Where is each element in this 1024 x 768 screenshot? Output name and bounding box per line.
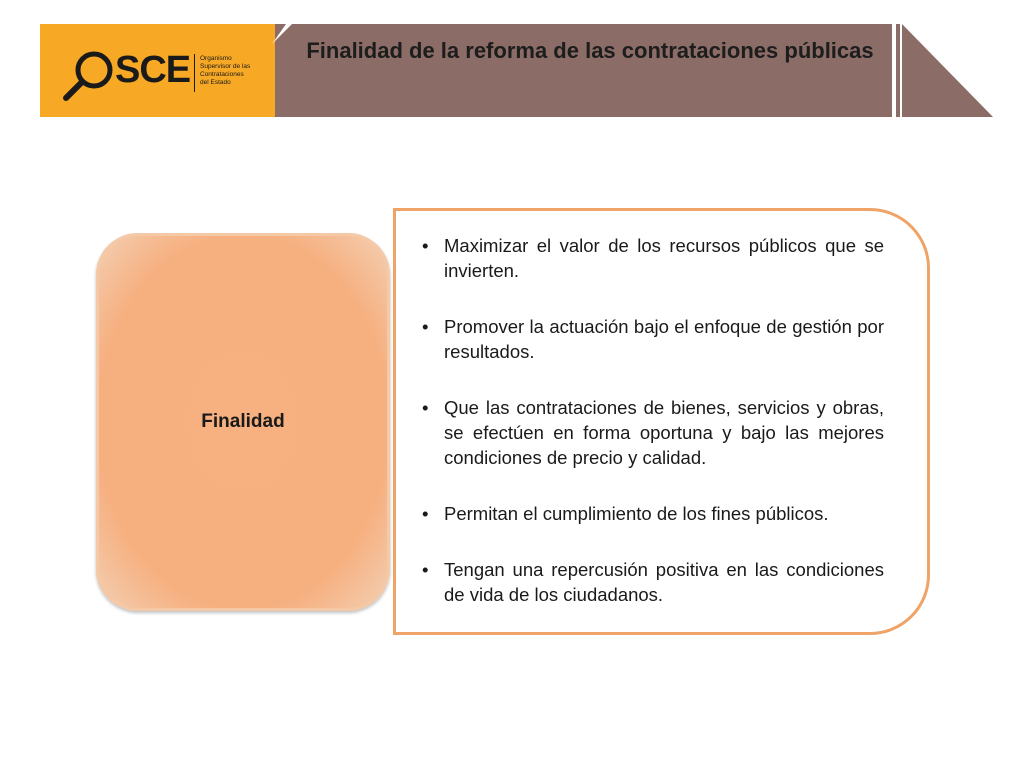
logo-divider [194,54,195,92]
logo-brand-text: SCE [115,49,191,91]
logo-subtitle-line: Supervisor de las [200,63,251,70]
page-title: Finalidad de la reforma de las contrataciones públicas [306,38,874,63]
bullet-panel [393,208,930,635]
bullet-item: • Permitan el cumplimiento de los fines públicos. [422,501,884,526]
finalidad-box [96,233,390,611]
title-bar-notch [272,24,292,44]
logo-subtitle-line: Contrataciones [200,71,244,78]
finalidad-label: Finalidad [201,411,285,432]
logo-subtitle [200,55,270,87]
bullet-item: • Promover la actuación bajo el enfoque de gestión por resultados. [422,314,884,364]
osce-logo [40,24,275,117]
bullet-item: • Que las contrataciones de bienes, servicios y obras, se efectúen en forma oportuna y bajo las mejores condiciones de precio y calidad. [422,395,884,470]
logo-subtitle-line: del Estado [200,79,231,86]
corner-triangle-decoration [896,24,993,117]
bullet-list [422,233,884,638]
logo-subtitle-line: Organismo [200,55,232,62]
bullet-item: • Maximizar el valor de los recursos públicos que se invierten. [422,233,884,283]
bullet-item: • Tengan una repercusión positiva en las condiciones de vida de los ciudadanos. [422,557,884,607]
magnifier-logo-icon [60,46,120,102]
